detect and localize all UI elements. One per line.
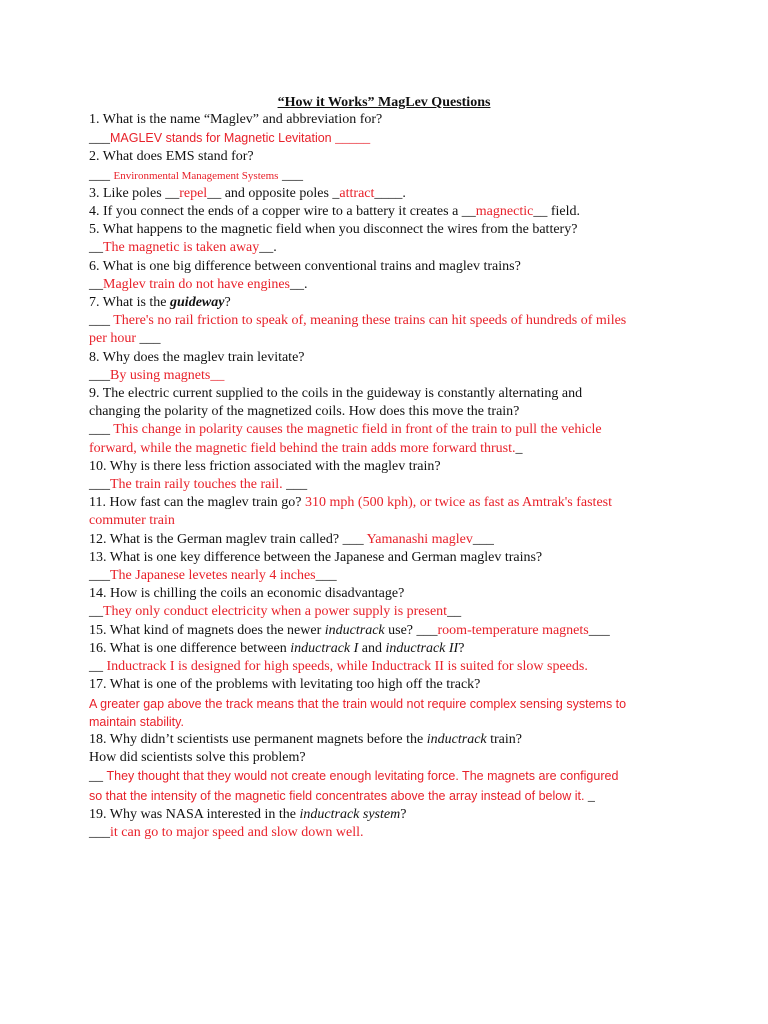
- blank: ___: [588, 622, 610, 638]
- page-title: “How it Works” MagLev Questions: [277, 95, 491, 110]
- answer-text: Yamanashi maglev: [366, 531, 473, 547]
- blank: ___: [286, 477, 308, 493]
- answer-7-line-1: [89, 312, 689, 330]
- question-5: 5. What happens to the magnetic field when you disconnect the wires from the battery?: [89, 222, 578, 238]
- emphasis: guideway: [170, 295, 225, 311]
- answer-text: Inductrack I is designed for high speeds, while Inductrack II is suited for slow speeds.: [106, 659, 588, 675]
- question-7: [89, 294, 689, 312]
- answer-7-line-2: [89, 330, 689, 348]
- answer-text: room-temperature magnets: [437, 622, 589, 638]
- answer-text: This change in polarity causes the magnetic field in front of the train to pull the vehicle: [113, 422, 602, 438]
- blank: __: [210, 367, 225, 383]
- emphasis: inductrack I: [290, 640, 359, 656]
- emphasis: inductrack system: [299, 806, 401, 822]
- question-text: __ and opposite poles _: [207, 185, 340, 201]
- question-10: 10. Why is there less friction associated with the maglev train?: [89, 458, 441, 474]
- question-text: 16. What is one difference between: [89, 640, 291, 656]
- blank: ___: [89, 422, 114, 438]
- question-18: [89, 731, 689, 749]
- question-19: [89, 806, 689, 824]
- answer-text: repel: [179, 185, 208, 201]
- blank: _: [587, 788, 595, 804]
- answer-text: They thought that they would not create enough levitating force. The magnets are configured: [106, 769, 619, 784]
- answer-11-line-2: [89, 512, 689, 530]
- blank: __: [89, 276, 103, 292]
- question-list: [89, 111, 689, 842]
- question-3: [89, 185, 689, 203]
- answer-16: [89, 658, 689, 676]
- question-2: 2. What does EMS stand for?: [89, 149, 254, 165]
- blank: __: [89, 769, 107, 785]
- blank: ___: [89, 367, 110, 383]
- question-text: 15. What kind of magnets does the newer: [89, 622, 325, 638]
- answer-text: magnectic: [475, 204, 534, 220]
- answer-text: commuter train: [89, 513, 175, 529]
- question-text: train?: [486, 731, 522, 747]
- answer-17-line-1: A greater gap above the track means that the train would not require complex sensing systems to: [89, 696, 627, 711]
- question-text: use? ___: [384, 622, 438, 638]
- question-text: and: [358, 640, 386, 656]
- answer-17-line-2: maintain stability.: [89, 714, 184, 729]
- answer-text: The train raily touches the rail.: [110, 477, 287, 493]
- blank: ___: [89, 167, 114, 183]
- blank: ___: [89, 313, 114, 329]
- answer-5: [89, 239, 689, 257]
- answer-14: [89, 603, 689, 621]
- answer-9-line-2: [89, 440, 689, 458]
- question-11: [89, 494, 689, 512]
- blank: __.: [259, 240, 277, 256]
- answer-8: [89, 367, 689, 385]
- answer-text: forward, while the magnetic field behind the train adds more forward thrust.: [89, 440, 516, 456]
- answer-text: per hour: [89, 331, 137, 347]
- question-text: ?: [458, 640, 465, 656]
- blank: ___: [278, 167, 303, 183]
- question-15: [89, 622, 689, 640]
- answer-9-line-1: [89, 421, 689, 439]
- blank: __: [89, 659, 107, 675]
- answer-18-line-1: [89, 767, 689, 786]
- blank: __: [89, 604, 103, 620]
- answer-2: [89, 167, 689, 185]
- question-1: 1. What is the name “Maglev” and abbreviation for?: [89, 112, 383, 127]
- blank: __.: [290, 276, 308, 292]
- question-9-line-1: 9. The electric current supplied to the coils in the guideway is constantly alternating and: [89, 386, 583, 402]
- emphasis: inductrack: [426, 731, 487, 747]
- answer-19: [89, 824, 689, 842]
- question-8: 8. Why does the maglev train levitate?: [89, 349, 305, 365]
- emphasis: inductrack: [324, 622, 385, 638]
- question-text: 4. If you connect the ends of a copper wire to a battery it creates a __: [89, 204, 476, 220]
- answer-text: The magnetic is taken away: [103, 240, 260, 256]
- blank: ___: [89, 568, 110, 584]
- blank: ___: [136, 331, 161, 347]
- answer-text: By using magnets: [110, 367, 211, 383]
- question-12: [89, 531, 689, 549]
- question-text: ?: [400, 806, 407, 822]
- question-text: __ field.: [533, 204, 580, 220]
- answer-10: [89, 476, 689, 494]
- blank: ___: [89, 824, 110, 840]
- answer-text: They only conduct electricity when a power supply is present: [103, 604, 448, 620]
- question-text: 7. What is the: [89, 295, 171, 311]
- answer-text: MAGLEV stands for Magnetic Levitation: [110, 131, 336, 146]
- blank: ___: [89, 131, 110, 147]
- question-14: 14. How is chilling the coils an economic disadvantage?: [89, 586, 405, 602]
- answer-text: 310 mph (500 kph), or twice as fast as Amtrak's fastest: [305, 495, 612, 511]
- answer-6: [89, 276, 689, 294]
- blank: ___: [472, 531, 494, 547]
- answer-text: The Japanese levetes nearly 4 inches: [110, 568, 316, 584]
- blank: __: [89, 240, 103, 256]
- question-4: [89, 203, 689, 221]
- answer-text: it can go to major speed and slow down well.: [110, 824, 364, 840]
- question-9-line-2: changing the polarity of the magnetized coils. How does this move the train?: [89, 404, 520, 420]
- question-text: 3. Like poles __: [89, 185, 180, 201]
- answer-text: attract: [339, 185, 375, 201]
- question-17: 17. What is one of the problems with levitating too high off the track?: [89, 677, 481, 693]
- blank: ___: [315, 568, 337, 584]
- question-text: 11. How fast can the maglev train go?: [89, 495, 306, 511]
- question-16: [89, 640, 689, 658]
- question-6: 6. What is one big difference between conventional trains and maglev trains?: [89, 258, 521, 274]
- question-text: 12. What is the German maglev train called? ___: [89, 531, 367, 547]
- answer-text: so that the intensity of the magnetic field concentrates above the array instead of below it.: [89, 788, 588, 803]
- blank: ___: [89, 477, 110, 493]
- question-text: ?: [224, 295, 231, 311]
- answer-text: There's no rail friction to speak of, meaning these trains can hit speeds of hundreds of miles: [113, 313, 627, 329]
- answer-text: Maglev train do not have engines: [103, 276, 291, 292]
- question-13: 13. What is one key difference between the Japanese and German maglev trains?: [89, 549, 543, 565]
- answer-18-line-2: [89, 787, 689, 806]
- answer-13: [89, 567, 689, 585]
- question-text: 19. Why was NASA interested in the: [89, 806, 300, 822]
- blank: _____: [335, 131, 371, 147]
- blank: __: [447, 604, 462, 620]
- answer-1: [89, 129, 689, 148]
- blank: ____.: [374, 185, 406, 201]
- question-18-sub: How did scientists solve this problem?: [89, 750, 306, 766]
- answer-text: Environmental Management Systems: [113, 169, 279, 182]
- question-text: 18. Why didn’t scientists use permanent magnets before the: [89, 731, 427, 747]
- blank: _: [515, 440, 523, 456]
- emphasis: inductrack II: [385, 640, 459, 656]
